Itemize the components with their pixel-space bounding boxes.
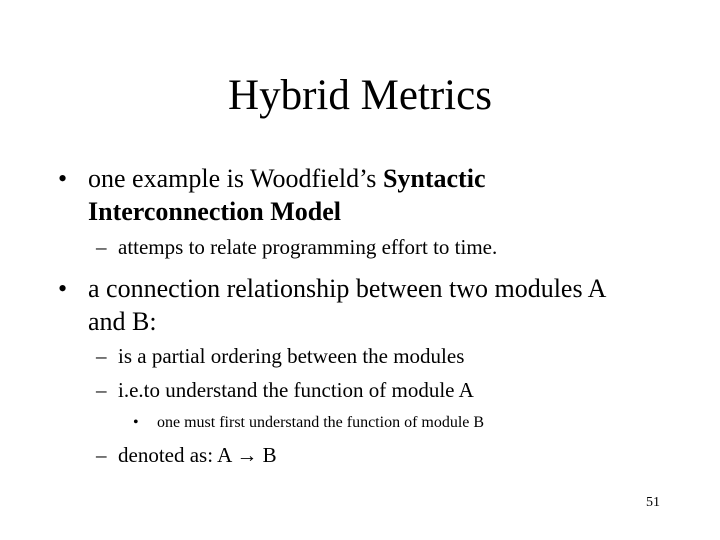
dash-icon: – — [96, 235, 107, 259]
model-name-bold: Syntactic — [382, 164, 486, 193]
slide-title: Hybrid Metrics — [228, 72, 492, 119]
sub-item-text: i.e.to understand the function of module A — [118, 378, 474, 402]
sub-item-text: is a partial ordering between the modules — [118, 344, 465, 368]
dash-icon: – — [96, 344, 107, 368]
model-name-bold-continued: Interconnection Model — [88, 197, 341, 226]
bullet-icon: • — [58, 164, 68, 193]
bullet-text — [88, 162, 485, 195]
nested-item-text: one must first understand the function of module B — [157, 414, 485, 431]
bullet-text-plain: one example is Woodfield’s — [88, 164, 383, 193]
dash-icon: – — [96, 378, 107, 402]
bullet-text-continued: and B: — [88, 307, 157, 336]
dash-icon: – — [96, 443, 107, 467]
sub-item-text: attemps to relate programming effort to time. — [118, 235, 498, 259]
page-number: 51 — [646, 495, 660, 510]
small-bullet-icon: • — [133, 414, 139, 431]
sub-item-text: denoted as: A → B — [118, 443, 277, 467]
bullet-text: a connection relationship between two modules A — [88, 274, 607, 303]
bullet-icon: • — [58, 274, 68, 303]
